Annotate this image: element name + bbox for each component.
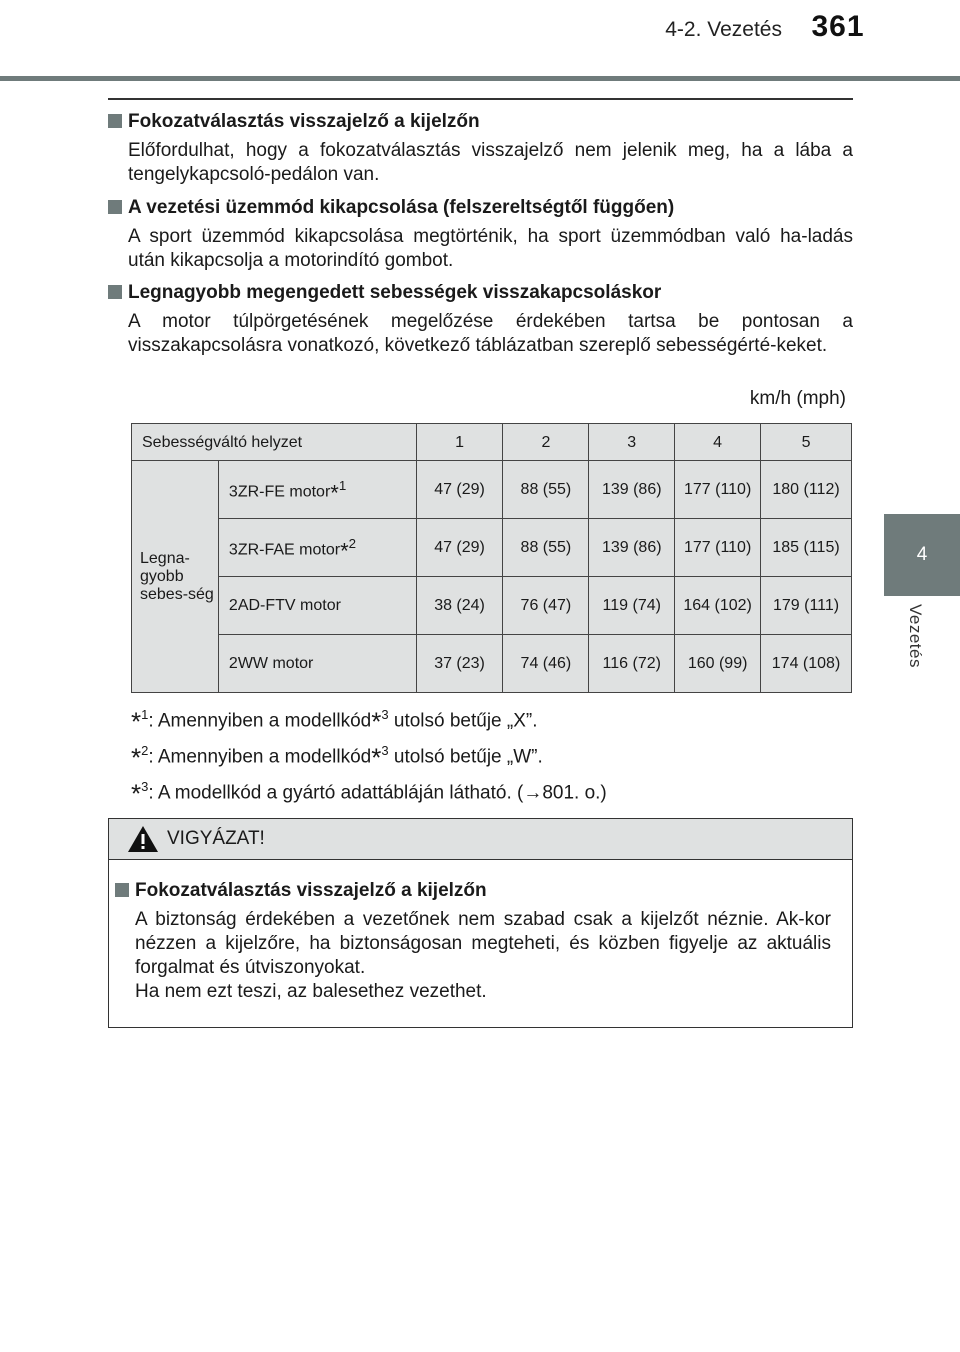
header-section-title: 4-2. Vezetés [665,18,782,41]
table-row [132,635,852,693]
section-body: Előfordulhat, hogy a fokozatválasztás visszajelző nem jelenik meg, ha a lába a tengelykapcsoló-pedálon van. [128,140,853,185]
warning-header [109,819,852,860]
bullet-square-icon [115,883,129,897]
header-rule [0,76,960,81]
table-row [132,461,852,519]
engine-label: 3ZR-FAE motor*$^2$ [218,519,416,577]
engine-label: 3ZR-FE motor*$^1$ [218,461,416,519]
table-cell: 88 (55) [503,461,589,519]
gear-header: 3 [589,424,675,461]
bullet-square-icon [108,114,122,128]
table-cell: 76 (47) [503,577,589,635]
section-body: A motor túlpörgetésének megelőzése érdekében tartsa be pontosan a visszakapcsolásra vonatkozó, következő táblázatban szereplő sebességérté-keket. [128,311,853,356]
table-cell: 174 (108) [761,635,852,693]
table-cell: 177 (110) [675,519,761,577]
speed-table [131,423,852,693]
table-cell: 74 (46) [503,635,589,693]
table-row [132,519,852,577]
table-cell: 177 (110) [675,461,761,519]
table-cell: 47 (29) [416,461,503,519]
content-top-rule [108,98,853,100]
warning-title: Fokozatválasztás visszajelző a kijelzőn [135,880,487,901]
warning-section [115,879,831,1004]
chapter-tab-label: Vezetés [906,604,925,668]
table-cell: 160 (99) [675,635,761,693]
group-label: Legna-gyobb sebes-ség [132,461,219,693]
bullet-square-icon [108,285,122,299]
gear-header: 4 [675,424,761,461]
table-cell: 139 (86) [589,519,675,577]
section-gear-indicator [108,110,853,187]
section-drive-mode [108,196,853,273]
warning-body: A biztonság érdekében a vezetőnek nem szabad csak a kijelzőt néznie. Ak-kor nézzen a kijelzőre, ha biztonságosan megteheti, és közben figyelje az aktuális forgalmat és útviszonyokat. [135,909,831,978]
table-cell: 116 (72) [589,635,675,693]
table-cell: 139 (86) [589,461,675,519]
engine-label: 2WW motor [218,635,416,693]
warning-box [108,818,853,1028]
table-cell: 38 (24) [416,577,503,635]
chapter-tab-number: 4 [884,514,960,596]
warning-triangle-icon [127,825,159,853]
section-body: A sport üzemmód kikapcsolása megtörténik, ha sport üzemmódban való ha-ladás után kikapcsolja a motorindító gombot. [128,226,853,271]
gear-header: 5 [761,424,852,461]
page-number: 361 [811,10,865,43]
table-cell: 37 (23) [416,635,503,693]
footnote: *$^1$: Amennyiben a modellkód*$^3$ utolsó betűje „X”. [131,706,538,737]
engine-label: 2AD-FTV motor [218,577,416,635]
footnote: *$^3$: A modellkód a gyártó adattábláján látható. (→801. o.) [131,778,607,809]
table-row [132,577,852,635]
table-cell: 88 (55) [503,519,589,577]
table-unit: km/h (mph) [749,388,846,409]
bullet-square-icon [108,200,122,214]
table-cell: 47 (29) [416,519,503,577]
header-label: Sebességváltó helyzet [132,424,417,461]
table-cell: 119 (74) [589,577,675,635]
table-header-row [132,424,852,461]
table-cell: 185 (115) [761,519,852,577]
section-title: Legnagyobb megengedett sebességek visszakapcsoláskor [128,282,662,303]
table-cell: 179 (111) [761,577,852,635]
warning-body-2: Ha nem ezt teszi, az balesethez vezethet. [135,981,487,1002]
section-title: A vezetési üzemmód kikapcsolása (felszereltségtől függően) [128,197,675,218]
warning-label: VIGYÁZAT! [167,828,265,849]
section-max-speeds [108,281,853,358]
table-cell: 164 (102) [675,577,761,635]
gear-header: 2 [503,424,589,461]
section-title: Fokozatválasztás visszajelző a kijelzőn [128,111,480,132]
footnote: *$^2$: Amennyiben a modellkód*$^3$ utolsó betűje „W”. [131,742,543,773]
table-cell: 180 (112) [761,461,852,519]
gear-header: 1 [416,424,503,461]
